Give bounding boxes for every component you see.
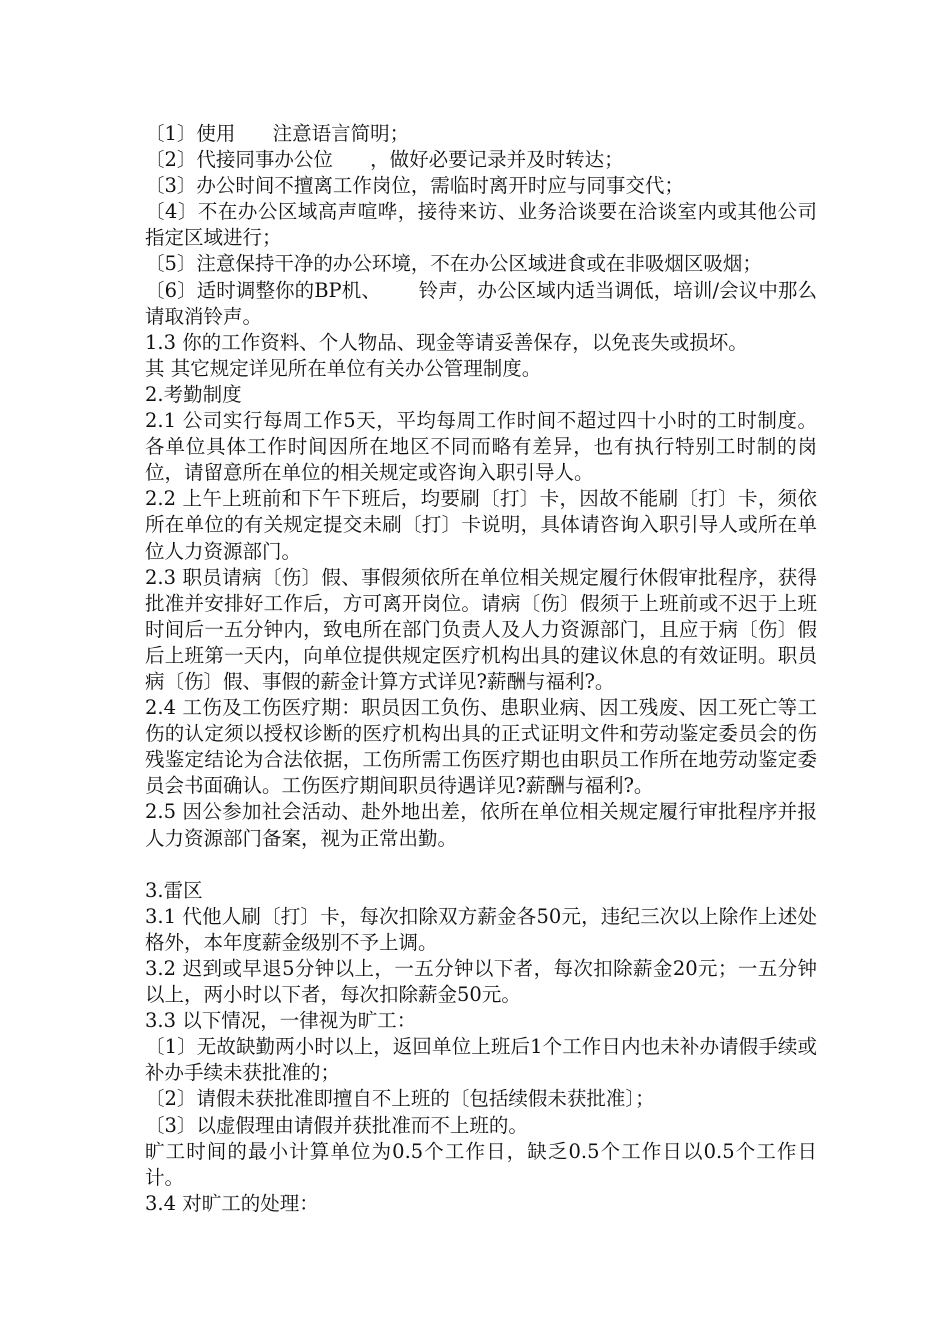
section-heading-attendance: 2.考勤制度 xyxy=(145,382,242,406)
paragraph-absence-unit: 旷工时间的最小计算单位为0.5个工作日，缺乏0.5个工作日以0.5个工作日计。 xyxy=(145,1139,817,1189)
paragraph-no-loud-noise: 〔4〕不在办公区域高声喧哗，接待来访、业务洽谈要在洽谈室内或其他公司指定区域进行； xyxy=(145,200,817,250)
paragraph-other-rules: 其 其它规定详见所在单位有关办公管理制度。 xyxy=(145,356,542,380)
paragraph-absence-case-2: 〔2〕请假未获批准即擅自不上班的〔包括续假未获批准〕； xyxy=(145,1087,655,1111)
section-heading-minefield: 3.雷区 xyxy=(145,878,203,902)
paragraph-2-2: 2.2 上午上班前和下午下班后，均要刷〔打〕卡，因故不能刷〔打〕卡，须依所在单位的有关规定提交未刷〔打〕卡说明，具体请咨询入职引导人或所在单位人力资源部门。 xyxy=(145,487,817,563)
paragraph-1-3: 1.3 你的工作资料、个人物品、现金等请妥善保存，以免丧失或损坏。 xyxy=(145,330,748,354)
paragraph-phone-use: 〔1〕使用 注意语言简明； xyxy=(145,122,410,145)
paragraph-3-2: 3.2 迟到或早退5分钟以上，一五分钟以下者，每次扣除薪金20元；一五分钟以上，两小时以下者，每次扣除薪金50元。 xyxy=(145,957,817,1007)
paragraph-absence-case-3: 〔3〕以虚假理由请假并获批准而不上班的。 xyxy=(145,1113,528,1137)
paragraph-3-3: 3.3 以下情况，一律视为旷工： xyxy=(145,1009,417,1033)
paragraph-answer-colleague-phone: 〔2〕代接同事办公位 ，做好必要记录并及时转达； xyxy=(145,148,624,172)
paragraph-2-1: 2.1 公司实行每周工作5天，平均每周工作时间不超过四十小时的工时制度。各单位具体工作时间因所在地区不同而略有差异，也有执行特别工时制的岗位，请留意所在单位的相关规定或咨询入职引导人。 xyxy=(145,409,817,485)
document-body xyxy=(145,121,817,1217)
paragraph-clean-office: 〔5〕注意保持干净的办公环境，不在办公区域进食或在非吸烟区吸烟； xyxy=(145,252,762,276)
blank-line xyxy=(145,852,817,878)
paragraph-2-4: 2.4 工伤及工伤医疗期：职员因工负伤、患职业病、因工残废、因工死亡等工伤的认定须以授权诊断的医疗机构出具的正式证明文件和劳动鉴定委员会的伤残鉴定结论为合法依据，工伤所需工伤医疗期也由职员工作所在地劳动鉴定委员会书面确认。工伤医疗期间职员待遇详见?薪酬与福利?。 xyxy=(145,696,817,798)
paragraph-3-4: 3.4 对旷工的处理： xyxy=(145,1191,319,1215)
paragraph-2-3: 2.3 职员请病〔伤〕假、事假须依所在单位相关规定履行休假审批程序，获得批准并安排好工作后，方可离开岗位。请病〔伤〕假须于上班前或不迟于上班时间后一五分钟内，致电所在部门负责人及人力资源部门，且应于病〔伤〕假后上班第一天内，向单位提供规定医疗机构出具的建议休息的有效证明。职员病〔伤〕假、事假的薪金计算方式详见?薪酬与福利?。 xyxy=(145,565,817,693)
paragraph-stay-at-post: 〔3〕办公时间不擅离工作岗位，需临时离开时应与同事交代； xyxy=(145,174,684,198)
paragraph-2-5: 2.5 因公参加社会活动、赴外地出差，依所在单位相关规定履行审批程序并报人力资源部门备案，视为正常出勤。 xyxy=(145,800,817,850)
paragraph-ringtone: 〔6〕适时调整你的BP机、 铃声，办公区域内适当调低，培训/会议中那么请取消铃声。 xyxy=(145,278,817,328)
paragraph-absence-case-1: 〔1〕无故缺勤两小时以上，返回单位上班后1个工作日内也未补办请假手续或补办手续未获批准的； xyxy=(145,1035,817,1085)
paragraph-3-1: 3.1 代他人刷〔打〕卡，每次扣除双方薪金各50元，违纪三次以上除作上述处格外，本年度薪金级别不予上调。 xyxy=(145,904,817,954)
